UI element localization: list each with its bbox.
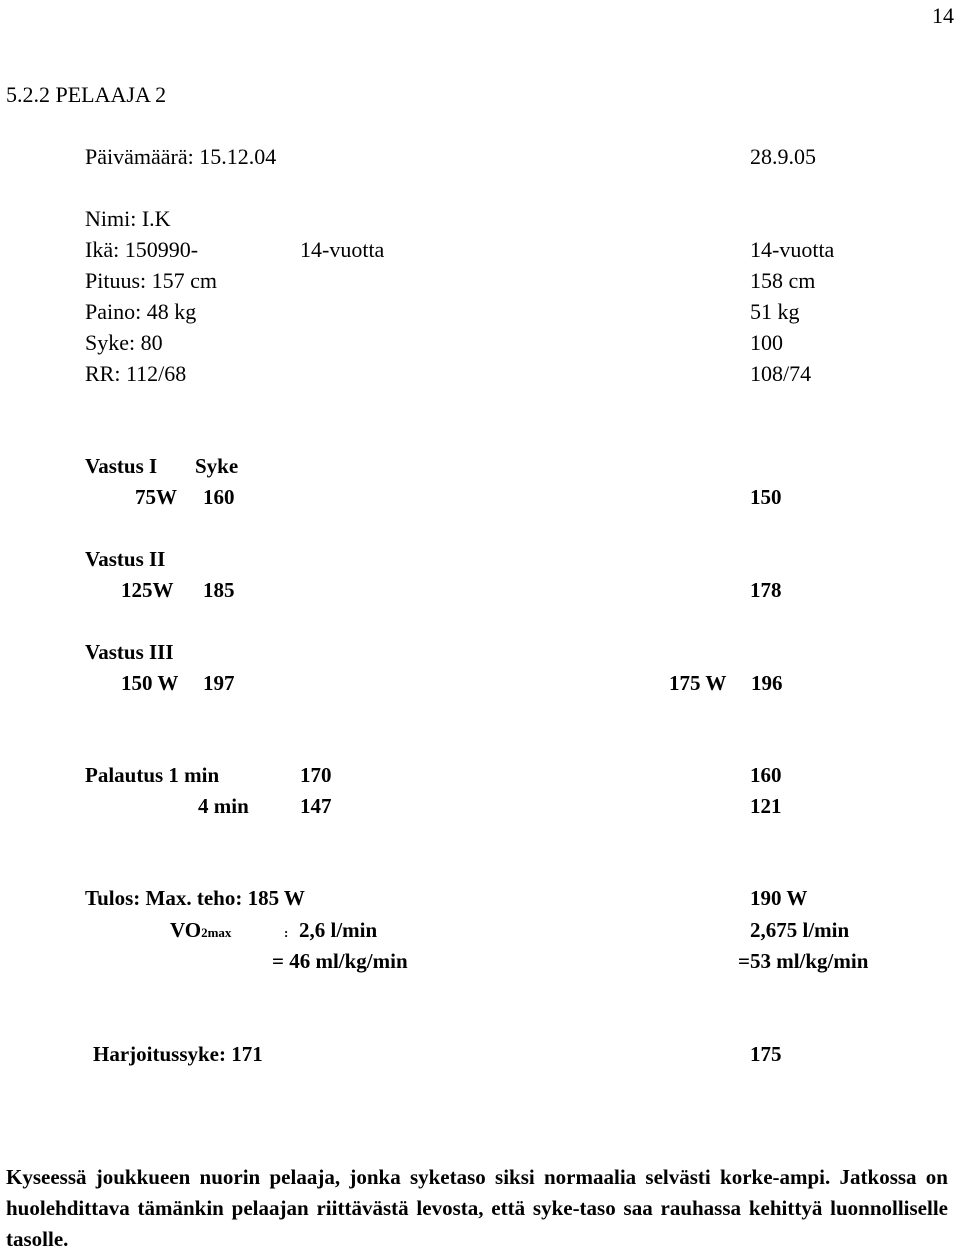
heart-rate-label: Syke: 80 bbox=[85, 330, 163, 355]
resistance-2-value-2: 178 bbox=[750, 578, 782, 602]
blood-pressure-label: RR: 112/68 bbox=[85, 361, 187, 386]
vo2max-colon: : bbox=[284, 925, 289, 940]
age-value-2: 14-vuotta bbox=[750, 237, 835, 262]
results-max-power-label: Tulos: Max. teho: 185 W bbox=[85, 886, 305, 910]
results-max-power-2: 190 W bbox=[750, 886, 808, 910]
age-label: Ikä: 150990- bbox=[85, 237, 199, 262]
date-label: Päivämäärä: 15.12.04 bbox=[85, 144, 277, 169]
resistance-3-value-1: 197 bbox=[203, 671, 235, 695]
vo2max-label: VO2max bbox=[170, 918, 232, 942]
recovery-4min-value-1: 147 bbox=[300, 794, 332, 818]
recovery-1min-value-2: 160 bbox=[750, 763, 782, 787]
page-number: 14 bbox=[932, 3, 954, 28]
heart-rate-value-2: 100 bbox=[750, 330, 783, 355]
training-hr-label: Harjoitussyke: 171 bbox=[93, 1042, 263, 1066]
resistance-1-watt: 75W bbox=[135, 485, 177, 509]
recovery-4min-label: 4 min bbox=[198, 794, 249, 818]
resistance-1-value-1: 160 bbox=[203, 485, 235, 509]
weight-label: Paino: 48 kg bbox=[85, 299, 197, 324]
resistance-2-watt: 125W bbox=[121, 578, 174, 602]
resistance-2-value-1: 185 bbox=[203, 578, 235, 602]
training-hr-value-2: 175 bbox=[750, 1042, 782, 1066]
height-value-2: 158 cm bbox=[750, 268, 816, 293]
resistance-3-watt: 150 W bbox=[121, 671, 179, 695]
resistance-3-value-2: 196 bbox=[751, 671, 783, 695]
blood-pressure-value-2: 108/74 bbox=[750, 361, 812, 386]
weight-value-2: 51 kg bbox=[750, 299, 800, 324]
age-value-1: 14-vuotta bbox=[300, 237, 385, 262]
vo2max-relative-1: = 46 ml/kg/min bbox=[272, 949, 408, 973]
recovery-4min-value-2: 121 bbox=[750, 794, 782, 818]
vo2max-relative-2: =53 ml/kg/min bbox=[738, 949, 869, 973]
recovery-1min-label: Palautus 1 min bbox=[85, 763, 220, 787]
height-label: Pituus: 157 cm bbox=[85, 268, 218, 293]
vo2max-value-1: 2,6 l/min bbox=[299, 918, 378, 942]
resistance-3-watt-2: 175 W bbox=[669, 671, 727, 695]
resistance-1-label: Vastus I bbox=[85, 454, 158, 478]
resistance-1-value-2: 150 bbox=[750, 485, 782, 509]
recovery-1min-value-1: 170 bbox=[300, 763, 332, 787]
resistance-2-label: Vastus II bbox=[85, 547, 166, 571]
resistance-3-label: Vastus III bbox=[85, 640, 174, 664]
resistance-1-syke-header: Syke bbox=[195, 454, 239, 478]
conclusion-paragraph: Kyseessä joukkueen nuorin pelaaja, jonka syketaso siksi normaalia selvästi korke-ampi. Jatkossa on huolehdittava tämänkin pelaajan riittävästä levosta, että syke-taso saa rauhassa kehittyä luonnolliselle tasolle. bbox=[6, 1165, 948, 1251]
section-heading: 5.2.2 PELAAJA 2 bbox=[6, 82, 167, 107]
name-label: Nimi: I.K bbox=[85, 206, 171, 231]
date-second: 28.9.05 bbox=[750, 144, 816, 169]
vo2max-value-2: 2,675 l/min bbox=[750, 918, 850, 942]
